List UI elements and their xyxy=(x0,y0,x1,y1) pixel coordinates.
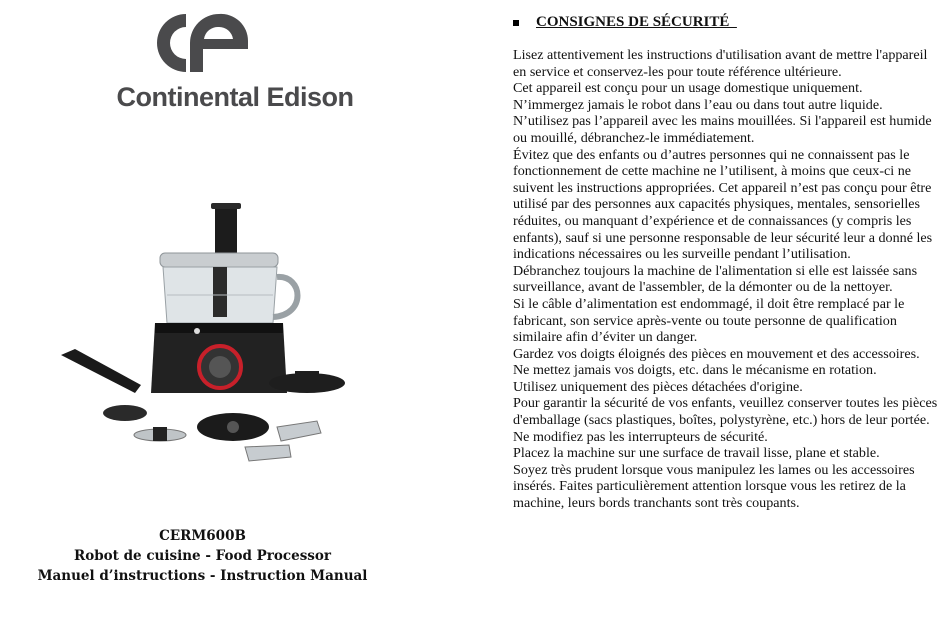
paragraph: Débranchez toujours la machine de l'alimentation si elle est laissée sans surveillance, avant de l'assembler, de la démonter ou de la nettoyer. xyxy=(513,262,918,296)
safety-instructions xyxy=(513,47,938,512)
paragraph: Si le câble d’alimentation est endommagé, il doit être remplacé par le fabricant, son service après-vente ou toute personne de qualification similaire afin d’éviter un danger. xyxy=(513,295,905,346)
safety-page xyxy=(470,0,950,640)
paragraph: Gardez vos doigts éloignés des pièces en mouvement et des accessoires. Ne mettez jamais vos doigts, etc. dans le mécanisme en rotation. xyxy=(513,345,920,379)
square-bullet-icon xyxy=(513,20,519,26)
paragraph: Ne modifiez pas les interrupteurs de sécurité. xyxy=(513,428,768,445)
cover-title-block xyxy=(0,526,405,586)
paragraph: Utilisez uniquement des pièces détachées d'origine. xyxy=(513,378,803,395)
food-processor-icon xyxy=(55,195,365,475)
paragraph: N’immergez jamais le robot dans l’eau ou dans tout autre liquide. xyxy=(513,96,883,113)
cover-page xyxy=(0,0,470,640)
continental-edison-logo-icon xyxy=(155,12,255,74)
heading-text: CONSIGNES DE SÉCURITÉ xyxy=(536,14,737,30)
paragraph: Lisez attentivement les instructions d'utilisation avant de mettre l'appareil en service et conservez-les pour toute référence ultérieure. xyxy=(513,47,928,80)
paragraph: Placez la machine sur une surface de travail lisse, plane et stable. xyxy=(513,445,880,462)
paragraph: Pour garantir la sécurité de vos enfants, veuillez conserver toutes les pièces d'emballage (sacs plastiques, boîtes, polystyrène, etc.) hors de leur portée. xyxy=(513,395,938,429)
section-heading xyxy=(513,14,737,31)
model-number: CERM600B xyxy=(159,528,246,544)
paragraph: Cet appareil est conçu pour un usage domestique uniquement. xyxy=(513,80,863,97)
paragraph: N’utilisez pas l’appareil avec les mains mouillées. Si l'appareil est humide ou mouillé, débranchez-le immédiatement. xyxy=(513,113,932,146)
paragraph: Soyez très prudent lorsque vous manipulez les lames ou les accessoires insérés. Faites particulièrement attention lorsque vous les retirez de la machine, leurs bords tranchants sont très coupants. xyxy=(513,461,915,512)
product-name: Robot de cuisine - Food Processor xyxy=(73,548,332,564)
paragraph: Évitez que des enfants ou d’autres personnes qui ne connaissent pas le fonctionnement de cette machine ne l’utilisent, à moins que ceux-ci ne suivent les instructions appropriées. Cet appareil n’est pas conçu pour être utilisé par des personnes aux capacités physiques, mentales, sensorielles réduites, ou manquant d’expérience et de connaissances (y compris les enfants), sauf si une personne responsable de leur sécurité leur a donné les indications nécessaires ou les surveille pendant l’utilisation. xyxy=(513,146,933,263)
manual-title: Manuel d’instructions - Instruction Manual xyxy=(37,568,368,584)
brand-name: Continental Edison xyxy=(116,82,354,112)
